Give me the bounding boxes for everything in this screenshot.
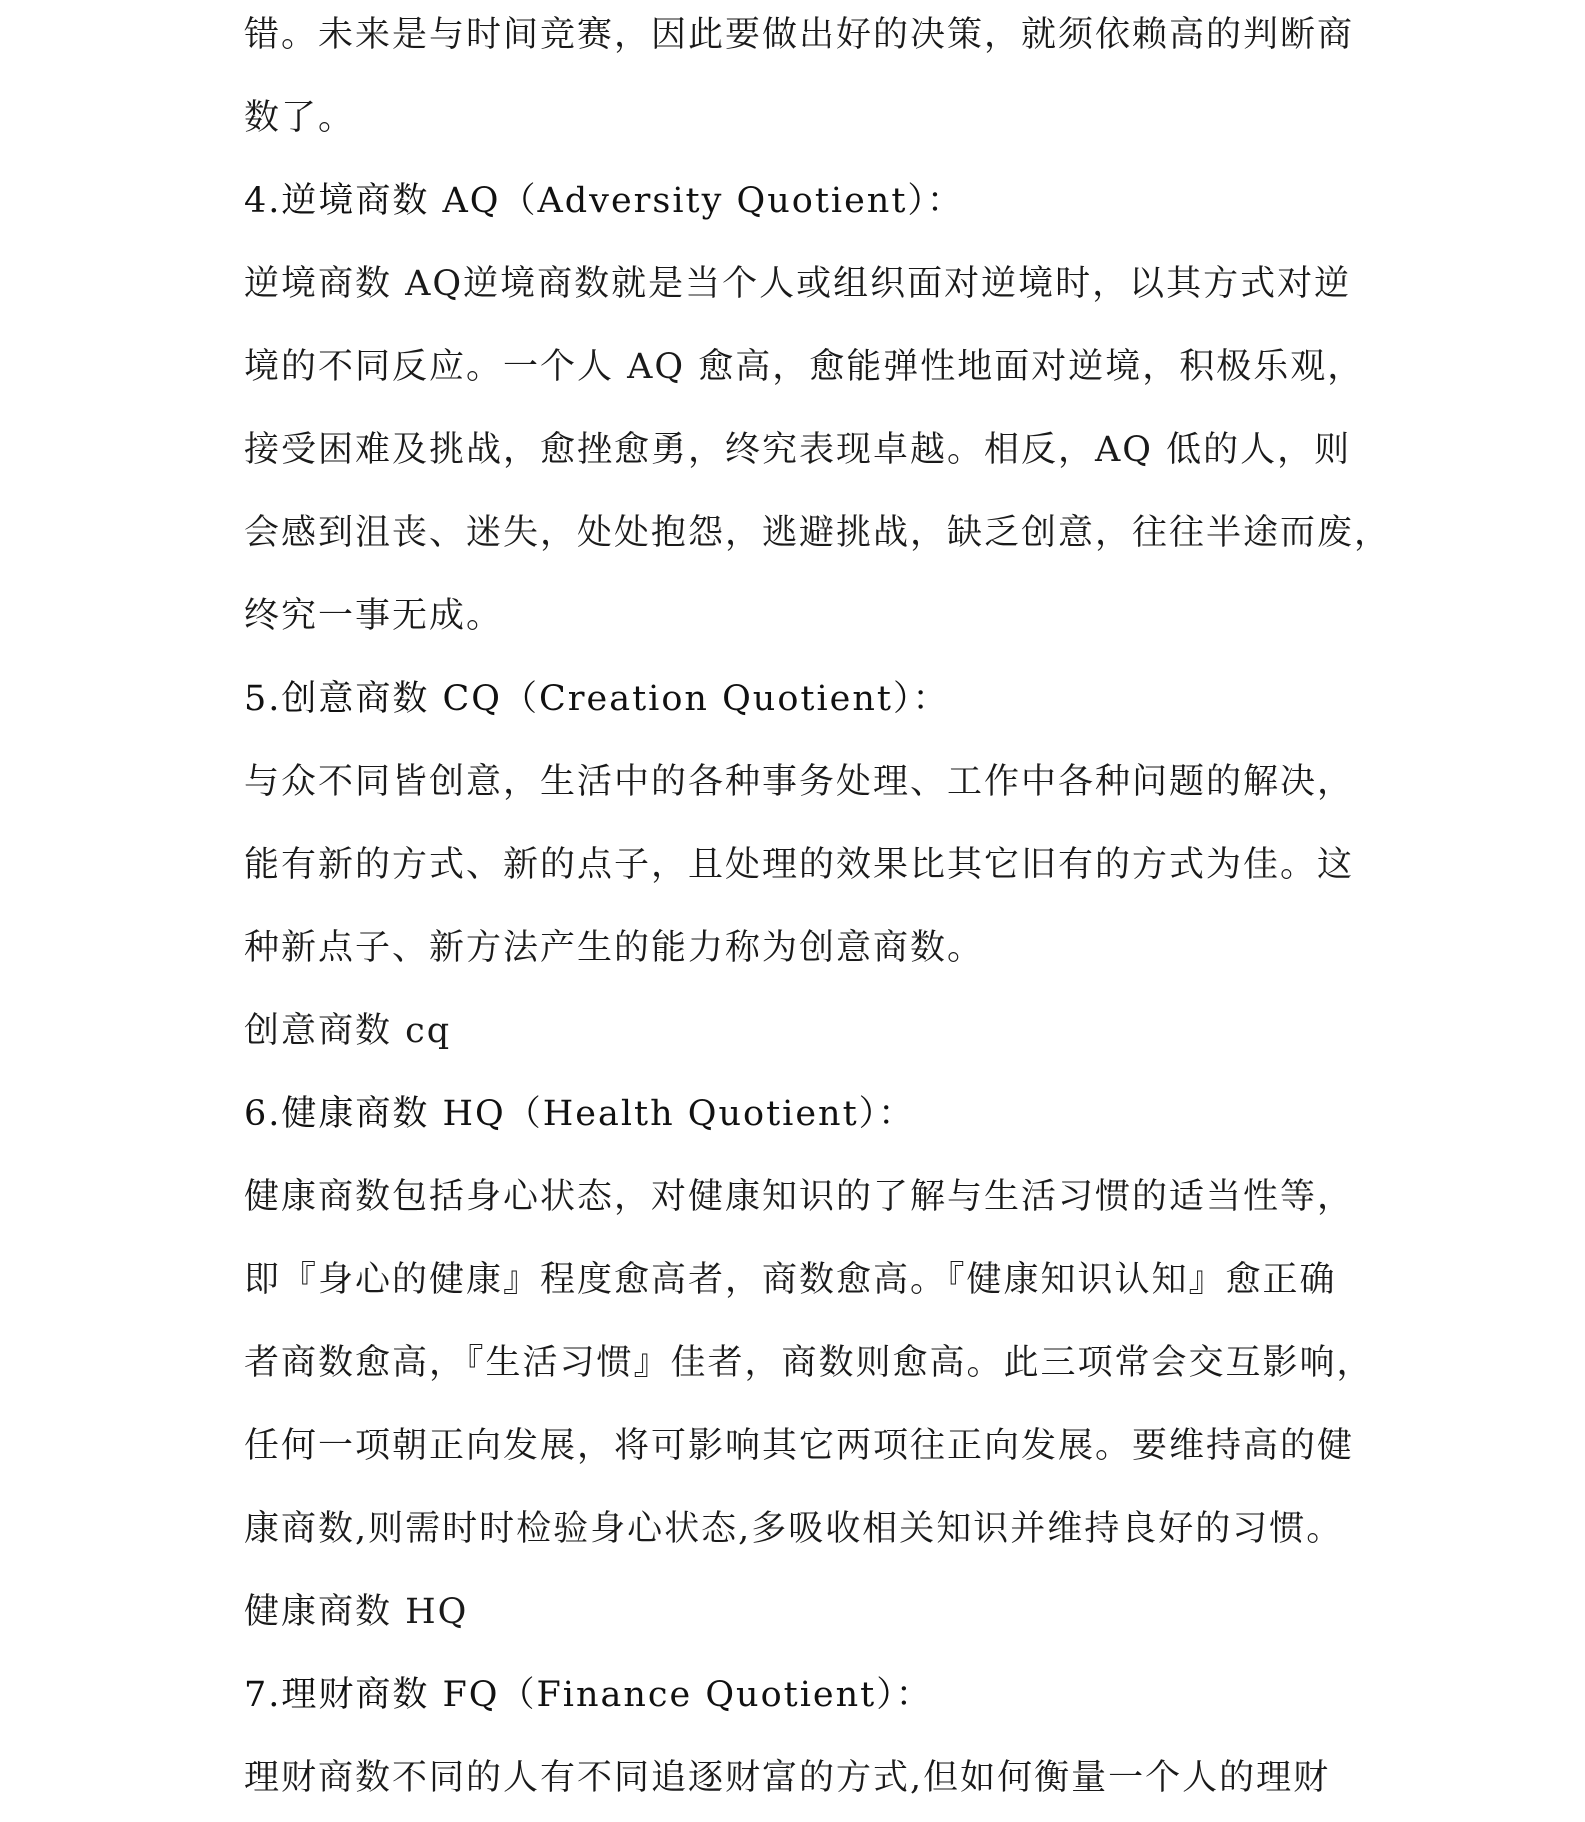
paragraph-line: 理财商数不同的人有不同追逐财富的方式,但如何衡量一个人的理财 [244, 1758, 1331, 1798]
paragraph-line: 即『身心的健康』程度愈高者，商数愈高。『健康知识认知』愈正确 [244, 1260, 1337, 1300]
section-heading-fq: 7.理财商数 FQ（Finance Quotient）： [244, 1675, 933, 1715]
paragraph-line: 能有新的方式、新的点子，且处理的效果比其它旧有的方式为佳。这 [244, 845, 1355, 885]
paragraph-line: 健康商数包括身心状态，对健康知识的了解与生活习惯的适当性等， [244, 1177, 1355, 1217]
paragraph-line: 康商数,则需时时检验身心状态,多吸收相关知识并维持良好的习惯。 [244, 1509, 1344, 1549]
paragraph-line: 逆境商数 AQ逆境商数就是当个人或组织面对逆境时，以其方式对逆 [244, 264, 1352, 304]
section-heading-hq: 6.健康商数 HQ（Health Quotient）： [244, 1094, 916, 1134]
paragraph-line: 接受困难及挑战，愈挫愈勇，终究表现卓越。相反，AQ 低的人，则 [244, 430, 1352, 470]
section-heading-cq: 5.创意商数 CQ（Creation Quotient）： [244, 679, 950, 719]
paragraph-line: 会感到沮丧、迷失，处处抱怨，逃避挑战，缺乏创意，往往半途而废， [244, 513, 1392, 553]
caption-line: 创意商数 cq [244, 1011, 452, 1051]
paragraph-line: 数了。 [244, 98, 356, 138]
paragraph-line: 与众不同皆创意，生活中的各种事务处理、工作中各种问题的解决， [244, 762, 1355, 802]
paragraph-line: 终究一事无成。 [244, 596, 504, 636]
paragraph-line: 任何一项朝正向发展，将可影响其它两项往正向发展。要维持高的健 [244, 1426, 1355, 1466]
caption-line: 健康商数 HQ [244, 1592, 469, 1632]
paragraph-line: 者商数愈高，『生活习惯』佳者，商数则愈高。此三项常会交互影响， [244, 1343, 1374, 1383]
paragraph-line: 境的不同反应。一个人 AQ 愈高，愈能弹性地面对逆境，积极乐观， [244, 347, 1365, 387]
paragraph-line: 错。未来是与时间竞赛，因此要做出好的决策，就须依赖高的判断商 [244, 15, 1355, 55]
paragraph-line: 种新点子、新方法产生的能力称为创意商数。 [244, 928, 985, 968]
section-heading-aq: 4.逆境商数 AQ（Adversity Quotient）： [244, 181, 964, 221]
